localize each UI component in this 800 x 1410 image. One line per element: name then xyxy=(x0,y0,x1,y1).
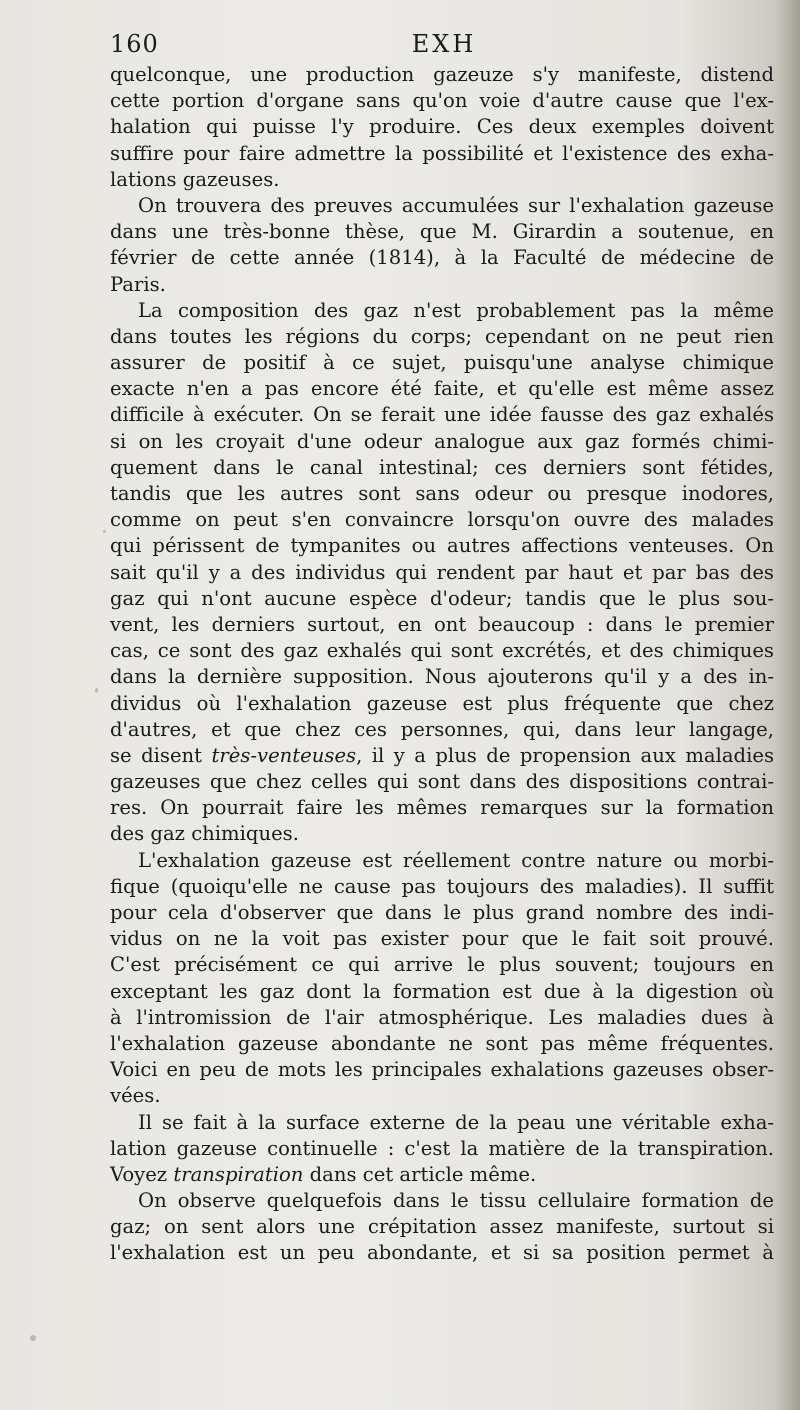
text-line: cette portion d'organe sans qu'on voie d'autre cause que l'ex- xyxy=(110,89,774,113)
text-line: tandis que les autres sont sans odeur ou presque inodores, xyxy=(110,482,774,505)
paper-speck xyxy=(30,1335,36,1341)
text-line: halation qui puisse l'y produire. Ces deux exemples doivent xyxy=(110,115,774,139)
text-line: vent, les derniers surtout, en ont beaucoup : dans le premier xyxy=(110,612,774,636)
text-line: dans une très-bonne thèse, que M. Girardin a soutenue, en xyxy=(110,220,774,244)
text-line: Voyez transpiration dans cet article même. xyxy=(110,1162,537,1186)
text-line: assurer de positif à ce sujet, puisqu'une analyse chimique xyxy=(110,351,774,375)
paper-speck xyxy=(95,688,98,693)
text-line: quement dans le canal intestinal; ces derniers sont fétides, xyxy=(110,455,774,479)
text-line: dans toutes les régions du corps; cependant on ne peut rien xyxy=(110,324,774,348)
paper-speck xyxy=(103,530,106,533)
text-line: res. On pourrait faire les mêmes remarques sur la formation xyxy=(110,796,774,820)
text-line: fique (quoiqu'elle ne cause pas toujours des maladies). Il suffit xyxy=(110,874,774,898)
text-line: si on les croyait d'une odeur analogue aux gaz formés chimi- xyxy=(110,429,774,453)
text-line: l'exhalation gazeuse abondante ne sont pas même fréquentes. xyxy=(110,1031,774,1055)
page-gutter-shadow xyxy=(778,0,800,1410)
text-line: lation gazeuse continuelle : c'est la matière de la transpiration. xyxy=(110,1136,774,1160)
page-header xyxy=(110,30,778,60)
text-line: gaz qui n'ont aucune espèce d'odeur; tandis que le plus sou- xyxy=(110,586,774,610)
text-line: Voici en peu de mots les principales exhalations gazeuses obser- xyxy=(110,1058,774,1082)
text-line: vées. xyxy=(110,1084,161,1108)
text-line: l'exhalation est un peu abondante, et si sa position permet à xyxy=(110,1241,774,1265)
text-line: février de cette année (1814), à la Faculté de médecine de xyxy=(110,246,774,270)
text-line: L'exhalation gazeuse est réellement contre nature ou morbi- xyxy=(138,848,774,872)
text-line: à l'intromission de l'air atmosphérique. Les maladies dues à xyxy=(110,1005,774,1029)
text-line: dans la dernière supposition. Nous ajouterons qu'il y a des in- xyxy=(110,665,774,689)
text-line: cas, ce sont des gaz exhalés qui sont excrétés, et des chimiques xyxy=(110,639,774,663)
text-line: C'est précisément ce qui arrive le plus souvent; toujours en xyxy=(110,953,774,977)
text-line: On observe quelquefois dans le tissu cellulaire formation de xyxy=(138,1189,774,1213)
page-number: 160 xyxy=(110,30,159,58)
text-line: se disent très-venteuses, il y a plus de propension aux maladies xyxy=(110,743,774,767)
running-head: EXH xyxy=(411,30,477,58)
text-line: difficile à exécuter. On se ferait une idée fausse des gaz exhalés xyxy=(110,403,774,427)
text-line: pour cela d'observer que dans le plus grand nombre des indi- xyxy=(110,901,774,924)
text-line: d'autres, et que chez ces personnes, qui, dans leur langage, xyxy=(110,717,774,741)
text-line: gazeuses que chez celles qui sont dans des dispositions contrai- xyxy=(110,770,774,794)
text-line: qui périssent de tympanites ou autres affections venteuses. On xyxy=(110,534,774,558)
text-line: La composition des gaz n'est probablement pas la même xyxy=(138,298,774,322)
text-line: dividus où l'exhalation gazeuse est plus fréquente que chez xyxy=(110,691,774,715)
text-line: comme on peut s'en convaincre lorsqu'on ouvre des malades xyxy=(110,508,774,532)
text-line: Il se fait à la surface externe de la peau une véritable exha- xyxy=(138,1110,774,1134)
text-line: Paris. xyxy=(110,272,166,296)
text-line: quelconque, une production gazeuze s'y manifeste, distend xyxy=(110,63,774,86)
text-line: On trouvera des preuves accumulées sur l'exhalation gazeuse xyxy=(138,193,774,217)
text-line: des gaz chimiques. xyxy=(110,822,299,846)
body-text xyxy=(110,62,774,1267)
text-line: suffire pour faire admettre la possibilité et l'existence des exha- xyxy=(110,141,774,165)
text-line: sait qu'il y a des individus qui rendent par haut et par bas des xyxy=(110,560,774,584)
text-line: lations gazeuses. xyxy=(110,167,280,191)
text-line: vidus on ne la voit pas exister pour que le fait soit prouvé. xyxy=(110,927,774,951)
text-line: exceptant les gaz dont la formation est due à la digestion où xyxy=(110,979,774,1003)
text-line: gaz; on sent alors une crépitation assez manifeste, surtout si xyxy=(110,1215,774,1239)
text-line: exacte n'en a pas encore été faite, et qu'elle est même assez xyxy=(110,377,774,401)
